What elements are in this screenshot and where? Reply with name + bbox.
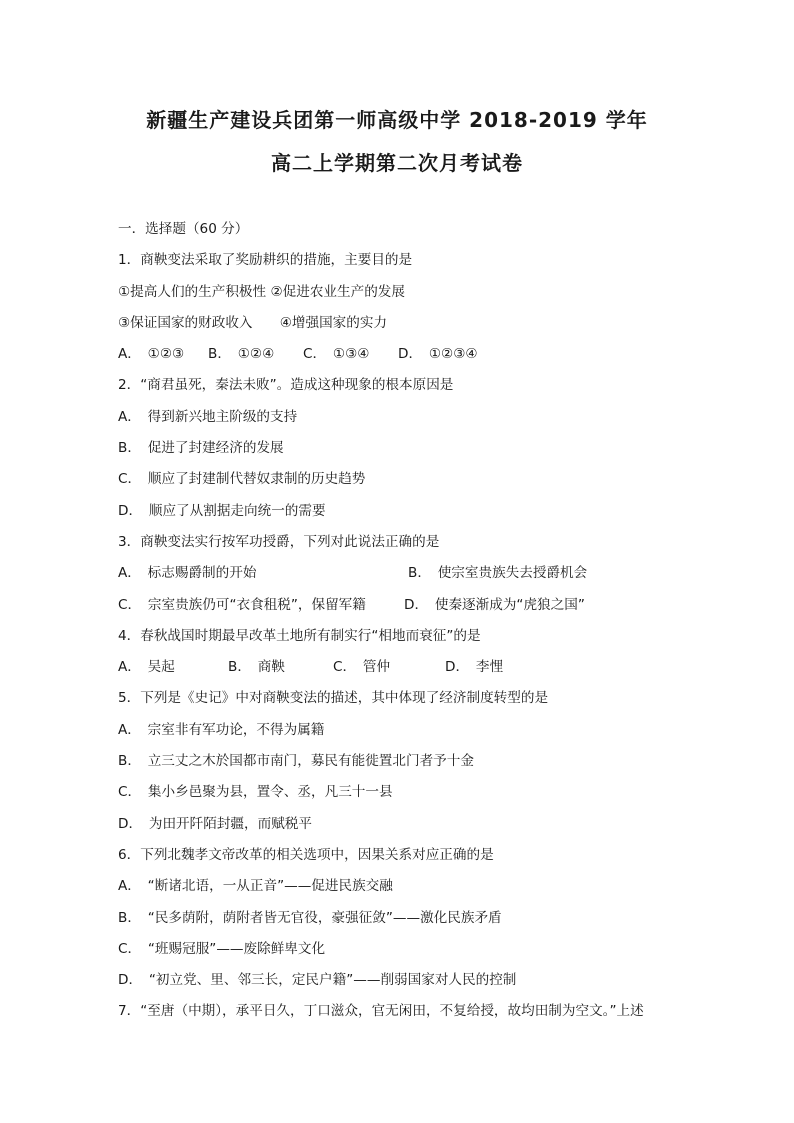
question-3-option-d: D． 使秦逐渐成为“虎狼之国” <box>404 596 585 613</box>
question-6-option-a: A． “断诸北语，一从正音”——促进民族交融 <box>118 878 393 895</box>
question-3-stem: 3．商鞅变法实行按军功授爵，下列对此说法正确的是 <box>118 533 440 550</box>
question-7-stem: 7．“至唐（中期），承平日久，丁口滋众，官无闲田，不复给授，故均田制为空文。”上述 <box>118 1003 644 1020</box>
question-6-option-c: C． “班赐冠服”——废除鲜卑文化 <box>118 940 326 957</box>
question-1-items-1: ①提高人们的生产积极性 ②促进农业生产的发展 <box>118 283 405 300</box>
question-1-items-2: ③保证国家的财政收入 ④增强国家的实力 <box>118 314 388 331</box>
question-2-option-a: A． 得到新兴地主阶级的支持 <box>118 408 298 425</box>
question-2-option-b: B． 促进了封建经济的发展 <box>118 440 284 457</box>
question-1-option-a: A． ①②③ <box>118 346 185 363</box>
question-6-option-b: B． “民多荫附，荫附者皆无官役，豪强征敛”——激化民族矛盾 <box>118 909 502 926</box>
document-title-line-1: 新疆生产建设兵团第一师高级中学 2018-2019 学年 <box>146 108 648 132</box>
question-4-options <box>118 652 684 683</box>
question-5-stem: 5．下列是《史记》中对商鞅变法的描述，其中体现了经济制度转型的是 <box>118 690 549 707</box>
question-5-option-c: C． 集小乡邑聚为县，置令、丞，凡三十一县 <box>118 784 393 801</box>
question-6-stem: 6．下列北魏孝文帝改革的相关选项中，因果关系对应正确的是 <box>118 846 494 863</box>
section-heading: 一．选择题（60 分） <box>118 221 249 237</box>
question-2-stem: 2．“商君虽死，秦法未败”。造成这种现象的根本原因是 <box>118 377 454 394</box>
question-3-option-c: C． 宗室贵族仍可“衣食租税”，保留军籍 <box>118 596 366 613</box>
question-3-options-row-2 <box>118 590 684 621</box>
question-1-stem: 1．商鞅变法采取了奖励耕织的措施，主要目的是 <box>118 252 413 269</box>
document-title-line-2: 高二上学期第二次月考试卷 <box>271 151 523 175</box>
question-2-option-c: C． 顺应了封建制代替奴隶制的历史趋势 <box>118 471 366 488</box>
question-3-option-a: A． 标志赐爵制的开始 <box>118 565 257 582</box>
question-2-option-d: D． 顺应了从割据走向统一的需要 <box>118 502 326 519</box>
question-1-option-c: C． ①③④ <box>303 346 370 363</box>
question-4-option-a: A． 吴起 <box>118 659 175 676</box>
question-4-option-c: C． 管仲 <box>333 659 391 676</box>
question-5-option-d: D． 为田开阡陌封疆，而赋税平 <box>118 815 312 832</box>
question-3-options-row-1 <box>118 558 684 589</box>
question-5-option-a: A． 宗室非有军功论，不得为属籍 <box>118 721 325 738</box>
question-3-option-b: B． 使宗室贵族失去授爵机会 <box>408 565 588 582</box>
question-6-option-d: D． “初立党、里、邻三长，定民户籍”——削弱国家对人民的控制 <box>118 972 517 989</box>
question-1-option-b: B． ①②④ <box>208 346 275 363</box>
exam-body <box>118 214 684 1028</box>
question-4-stem: 4．春秋战国时期最早改革土地所有制实行“相地而衰征”的是 <box>118 627 481 644</box>
question-5-option-b: B． 立三丈之木於国都市南门，募民有能徙置北门者予十金 <box>118 753 474 770</box>
question-4-option-b: B． 商鞅 <box>228 659 285 676</box>
question-4-option-d: D． 李悝 <box>445 659 504 676</box>
question-1-options <box>118 339 684 370</box>
question-1-option-d: D． ①②③④ <box>398 346 478 363</box>
